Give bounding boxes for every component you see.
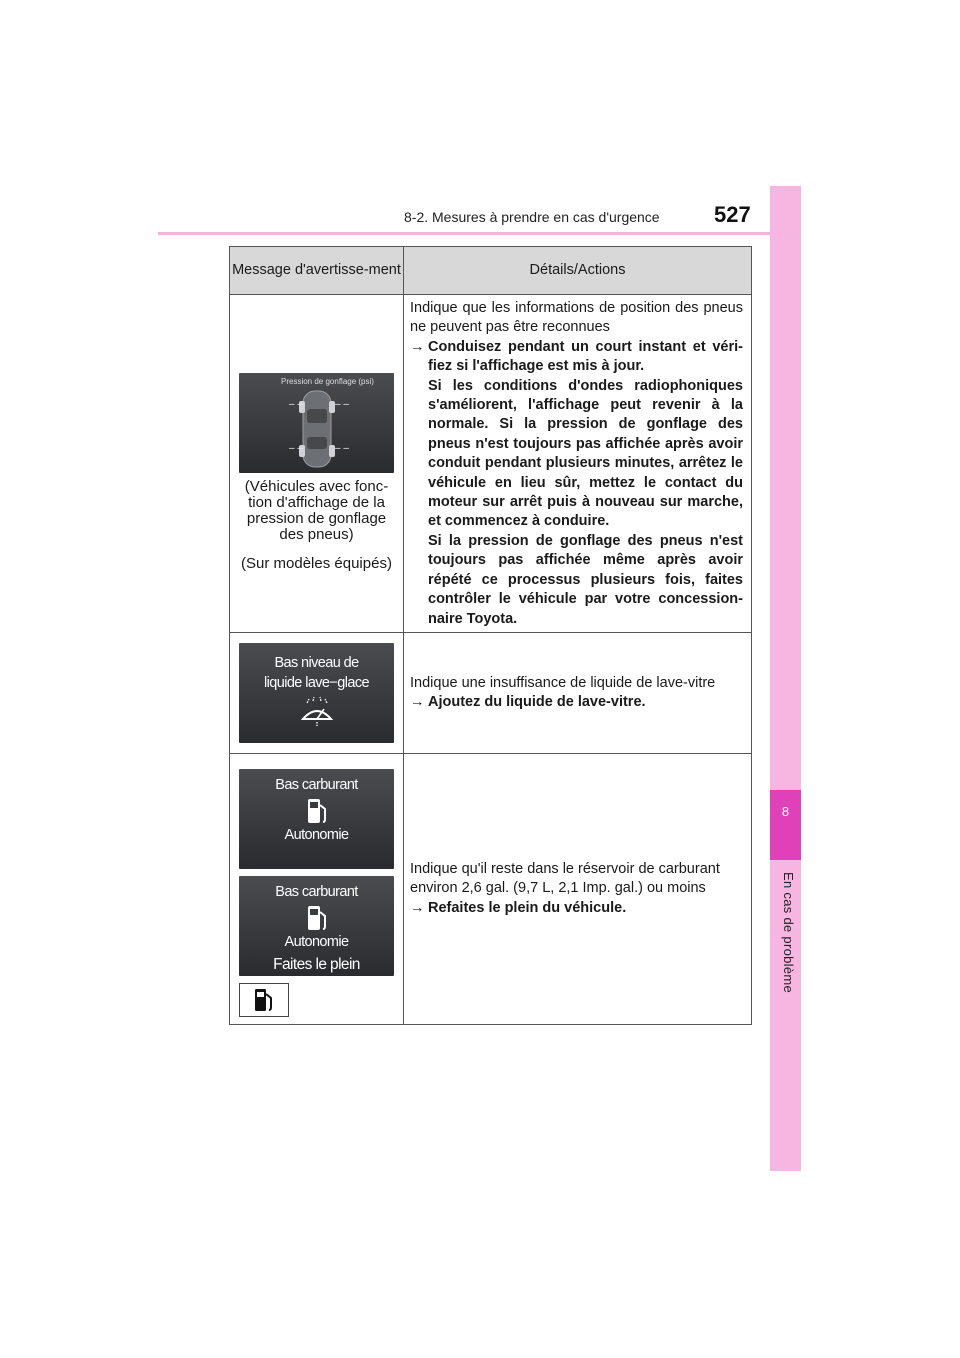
row1-caption-vehicle: (Véhicules avec fonc-tion d'affichage de la pression de gonflage des pneus) (244, 478, 389, 543)
fuel-pump-icon (253, 987, 275, 1013)
row1-caption-equipped: (Sur modèles équipés) (241, 555, 392, 572)
row2-action-text: Ajoutez du liquide de lave-vitre. (428, 694, 646, 710)
arrow-icon: → (410, 899, 425, 916)
warning-message-table (229, 246, 752, 1025)
chapter-tab-strip (770, 186, 801, 1171)
row1-note-1: Si les conditions d'ondes radiophoniques s'améliorent, l'affichage peut revenir à la normale. Si la pression de gonflage des pneus n'est toujours pas affichée après avoir conduit pendant plusieurs minutes, arrêtez le véhicule en lieu sûr, mettez le contact du moteur sur arrêt puis à nouveau sur marche, et commencez à conduire. (428, 377, 743, 530)
tire-value-rear-left: – – (289, 443, 303, 454)
row3-description: Indique qu'il reste dans le réservoir de carburant environ 2,6 gal. (9,7 L, 2,1 Imp. gal.) ou moins (410, 860, 720, 897)
tire-value-rear-right: – – (335, 443, 349, 454)
tire-value-front-left: – – (289, 399, 303, 410)
row1-action (410, 338, 743, 629)
row2-details-cell (404, 633, 752, 754)
fuel-pump-icon (305, 797, 329, 825)
column-header-message: Message d'avertisse-ment (230, 247, 404, 295)
row3-details-cell (404, 754, 752, 1025)
fuel-screen1-line2: Autonomie (284, 827, 349, 843)
row3-action (410, 899, 743, 918)
table-row (230, 633, 752, 754)
row1-details-cell (404, 295, 752, 633)
tire-screen-title: Pression de gonflage (psi) (281, 377, 374, 386)
arrow-icon: → (410, 694, 425, 710)
tire-value-front-right: – – (335, 399, 349, 410)
header-rule (158, 232, 800, 235)
table-row (230, 295, 752, 633)
washer-screen-line1: Bas niveau de (274, 655, 359, 671)
chapter-tab-number: 8 (770, 790, 801, 860)
car-top-view-icon (239, 387, 394, 471)
fuel-screen2-line1: Bas carburant (275, 884, 358, 900)
chapter-tab-label: En cas de problème (781, 872, 796, 994)
row1-description: Indique que les informations de position des pneus ne peuvent pas être reconnues (410, 300, 743, 336)
washer-screen-line2: liquide lave−glace (264, 675, 369, 691)
fuel-warning-light (239, 983, 289, 1017)
column-header-details: Détails/Actions (404, 247, 752, 295)
row2-action (410, 693, 743, 712)
washer-fluid-screen (239, 643, 394, 743)
low-fuel-refuel-screen (239, 876, 394, 976)
washer-fluid-icon (297, 695, 337, 727)
low-fuel-screen (239, 769, 394, 869)
page-number: 527 (714, 202, 751, 227)
row3-message-cell (230, 754, 404, 1025)
arrow-icon: → (410, 338, 425, 355)
fuel-screen2-line2: Autonomie (284, 934, 349, 950)
table-header-row (230, 247, 752, 295)
row1-action-text: Conduisez pendant un court instant et véri-fiez si l'affichage est mis à jour. (428, 338, 743, 375)
row2-description: Indique une insuffisance de liquide de lave-vitre (410, 674, 716, 691)
fuel-pump-icon (305, 904, 329, 932)
fuel-screen1-line1: Bas carburant (275, 777, 358, 793)
table-row (230, 754, 752, 1025)
fuel-screen2-line3: Faites le plein (273, 956, 360, 973)
row1-note-2: Si la pression de gonflage des pneus n'est toujours pas affichée même après avoir répété ce processus plusieurs fois, faites contrôler le véhicule par votre concession-naire Toyota. (428, 532, 743, 627)
section-title: 8-2. Mesures à prendre en cas d'urgence (404, 209, 660, 225)
tire-pressure-screen (239, 373, 394, 473)
row3-action-text: Refaites le plein du véhicule. (428, 899, 627, 916)
row2-message-cell (230, 633, 404, 754)
row1-message-cell (230, 295, 404, 633)
